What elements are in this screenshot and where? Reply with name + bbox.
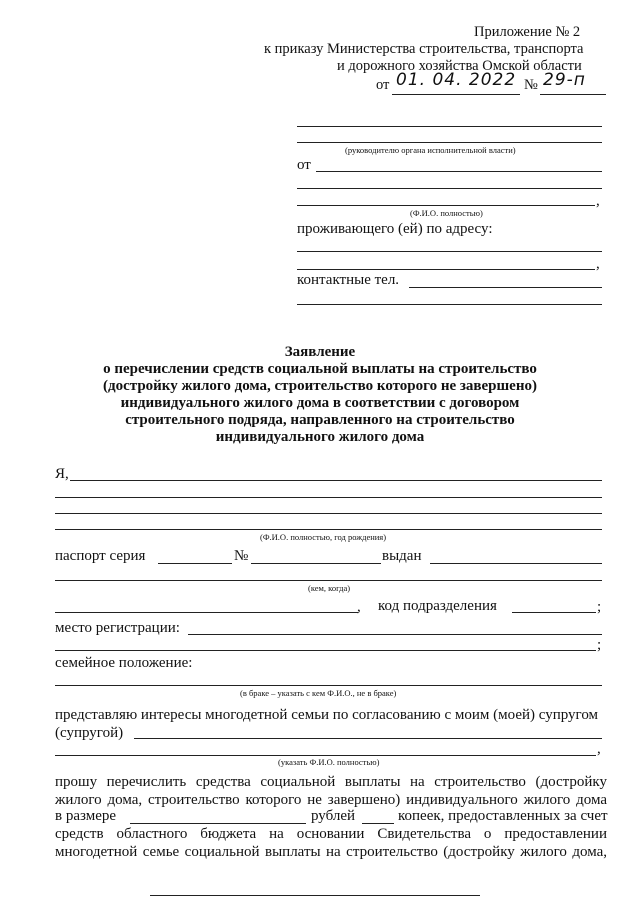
spouse-line-2[interactable] bbox=[55, 755, 596, 756]
from-line-1[interactable] bbox=[316, 171, 602, 172]
page-bottom-line bbox=[150, 895, 480, 896]
i-label: Я, bbox=[55, 466, 69, 482]
registration-line-2[interactable] bbox=[55, 650, 596, 651]
registration-input[interactable] bbox=[188, 634, 602, 635]
passport-series-input[interactable] bbox=[158, 563, 232, 564]
issued-line-2[interactable] bbox=[55, 580, 602, 581]
applicant-line-3[interactable] bbox=[55, 513, 602, 514]
subdivision-label: код подразделения bbox=[378, 598, 497, 614]
document-title-line-3: индивидуального жилого дома в соответствии с договором bbox=[120, 395, 520, 411]
residing-label: проживающего (ей) по адресу: bbox=[297, 221, 493, 237]
order-date-handwritten: 01. 04. 2022 bbox=[396, 70, 517, 90]
order-number-prefix: № bbox=[524, 77, 538, 93]
addressee-line-2[interactable] bbox=[297, 142, 602, 143]
rubles-label: рублей bbox=[311, 808, 356, 824]
fio-birth-caption: (Ф.И.О. полностью, год рождения) bbox=[260, 532, 387, 542]
semicolon: ; bbox=[597, 599, 602, 615]
represent-line-1: представляю интересы многодетной семьи по согласованию с моим (моей) супругом bbox=[55, 707, 599, 723]
comma: , bbox=[596, 193, 600, 209]
request-line-5: многодетной семье социальной выплаты на строительство (достройку жилого дома, bbox=[55, 844, 607, 860]
family-status-input[interactable] bbox=[55, 685, 602, 686]
from-line-3[interactable] bbox=[297, 205, 595, 206]
order-date-line bbox=[392, 94, 520, 95]
subdivision-code-input[interactable] bbox=[512, 612, 596, 613]
amount-rubles-input[interactable] bbox=[130, 823, 306, 824]
contact-line-1[interactable] bbox=[409, 287, 602, 288]
passport-number-label: № bbox=[234, 548, 249, 564]
comma: , bbox=[357, 599, 361, 615]
address-line-2[interactable] bbox=[297, 269, 595, 270]
order-line-2: и дорожного хозяйства Омской области bbox=[337, 58, 582, 74]
head-caption: (руководителю органа исполнительной власти) bbox=[345, 145, 516, 155]
address-line-1[interactable] bbox=[297, 251, 602, 252]
applicant-line-4[interactable] bbox=[55, 529, 602, 530]
spouse-input[interactable] bbox=[134, 738, 602, 739]
contact-line-2[interactable] bbox=[297, 304, 602, 305]
amount-kopecks-input[interactable] bbox=[362, 823, 394, 824]
request-line-4: средств областного бюджета на основании Свидетельства о предоставлении bbox=[55, 826, 607, 842]
issued-line-3[interactable] bbox=[55, 612, 358, 613]
from-label: от bbox=[297, 157, 311, 173]
comma: , bbox=[597, 741, 601, 757]
kopecks-label: копеек, предоставленных за счет bbox=[398, 808, 608, 824]
order-number-handwritten: 29-п bbox=[543, 70, 586, 90]
applicant-line-1[interactable] bbox=[70, 480, 602, 481]
comma: , bbox=[596, 256, 600, 272]
document-title-line-5: индивидуального жилого дома bbox=[215, 429, 425, 445]
issued-caption: (кем, когда) bbox=[308, 583, 351, 593]
order-line-1: к приказу Министерства строительства, транспорта bbox=[264, 41, 584, 57]
addressee-line-1[interactable] bbox=[297, 126, 602, 127]
issued-input[interactable] bbox=[430, 563, 602, 564]
contact-label: контактные тел. bbox=[297, 272, 400, 288]
document-heading: Заявление bbox=[284, 344, 356, 360]
document-title-line-1: о перечислении средств социальной выплаты на строительство bbox=[103, 361, 537, 377]
from-line-2[interactable] bbox=[297, 188, 602, 189]
passport-series-label: паспорт серия bbox=[55, 548, 146, 564]
request-line-2: жилого дома, строительство которого не завершено) индивидуального жилого дома bbox=[55, 792, 607, 808]
issued-label: выдан bbox=[382, 548, 422, 564]
order-date-prefix: от bbox=[376, 77, 390, 93]
applicant-line-2[interactable] bbox=[55, 497, 602, 498]
family-status-label: семейное положение: bbox=[55, 655, 193, 671]
family-caption: (в браке – указать с кем Ф.И.О., не в браке) bbox=[240, 688, 397, 698]
passport-number-input[interactable] bbox=[251, 563, 381, 564]
semicolon: ; bbox=[597, 637, 602, 653]
document-title-line-2: (достройку жилого дома, строительство которого не завершено) bbox=[103, 378, 537, 394]
appendix-number: Приложение № 2 bbox=[474, 24, 581, 40]
fio-caption: (Ф.И.О. полностью) bbox=[410, 208, 483, 218]
spouse-caption: (указать Ф.И.О. полностью) bbox=[278, 757, 380, 767]
order-number-line bbox=[540, 94, 606, 95]
request-line-1: прошу перечислить средства социальной выплаты на строительство (достройку bbox=[55, 774, 607, 790]
amount-prefix: в размере bbox=[55, 808, 117, 824]
represent-line-2: (супругой) bbox=[55, 725, 124, 741]
registration-label: место регистрации: bbox=[55, 620, 180, 636]
document-title-line-4: строительного подряда, направленного на строительство bbox=[125, 412, 515, 428]
